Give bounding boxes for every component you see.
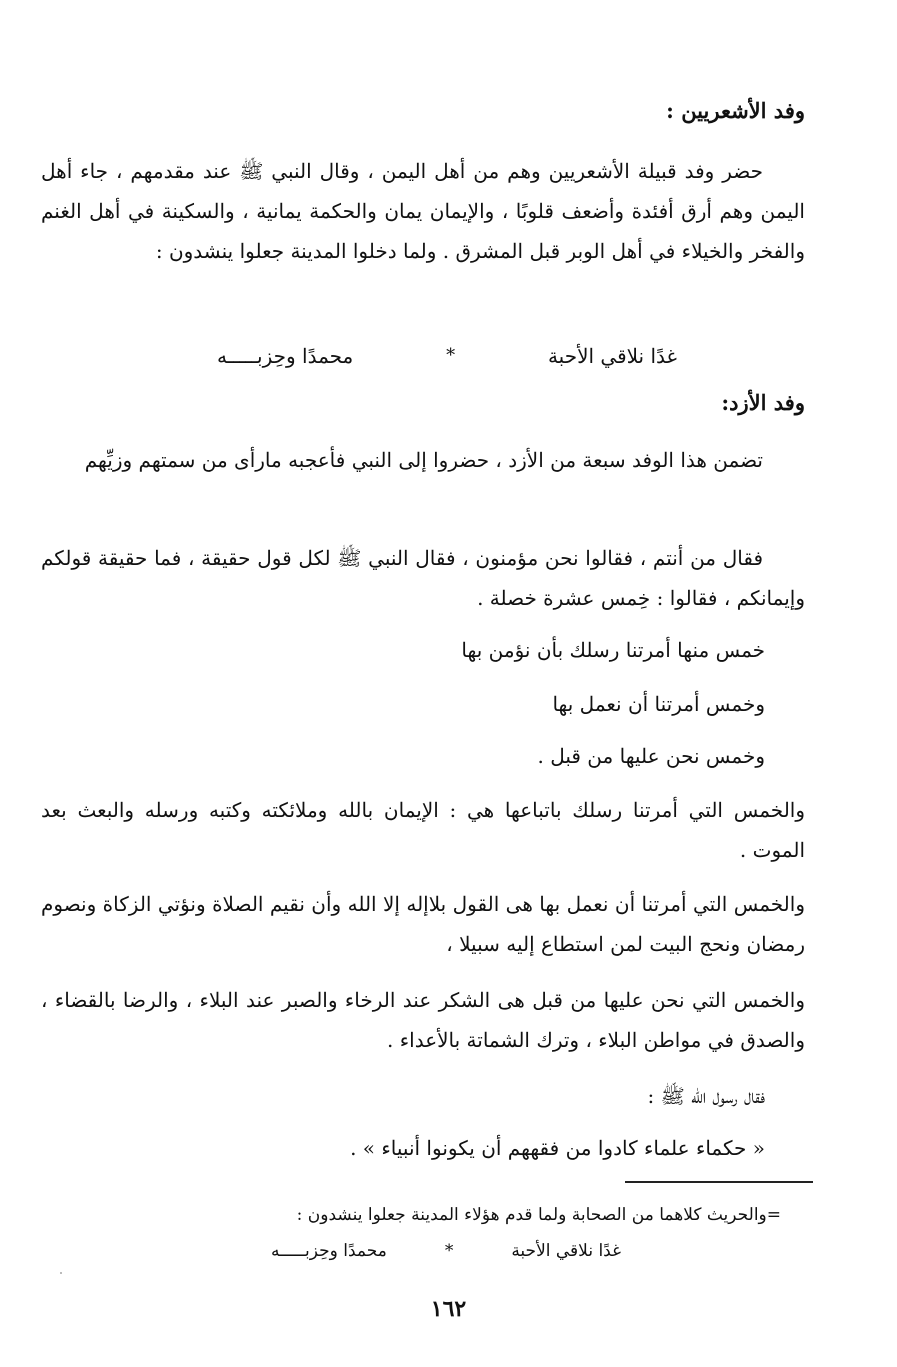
paragraph-five-belief: والخمس التي أمرتنا رسلك باتباعها هي : الإيمان بالله وملائكته وكتبه ورسله والبعث بعد الموت . <box>41 798 806 862</box>
verse-second-hemistich: محمدًا وحِزبـــــه <box>217 344 354 368</box>
footnote-divider <box>625 1181 813 1183</box>
verse-first-hemistich: غدًا نلاقي الأحبة <box>547 344 677 368</box>
section-heading-azd: وفد الأزد: <box>721 390 805 415</box>
footnote-verse-star: * <box>444 1241 454 1261</box>
paragraph-azd-intro: تضمن هذا الوفد سبعة من الأزد ، حضروا إلى النبي فأعجبه مارأى من سمتهم وزيِّهم <box>84 448 763 472</box>
section-heading-ashariyyin: وفد الأشعريين : <box>666 98 805 123</box>
verse-line <box>217 336 677 376</box>
footnote-text: =والحريث كلاهما من الصحابة ولما قدم هؤلاء المدينة جعلوا ينشدون : <box>296 1205 781 1225</box>
footnote-verse-second: محمدًا وحِزبـــــه <box>271 1241 387 1261</box>
footnote-verse-first: غدًا نلاقي الأحبة <box>511 1241 621 1261</box>
prophetic-quote: « حكماء علماء كادوا من فقههم أن يكونوا أنبياء » . <box>350 1136 765 1160</box>
paragraph-ashariyyin: حضر وفد قبيلة الأشعريين وهم من أهل اليمن ، وقال النبي ﷺ عند مقدمهم ، جاء أهل اليمن وهم أرق أفئدة وأضعف قلوبًا ، والإيمان يمان والحكمة يمانية ، والسكينة في أهل الغنم والفخر والخيلاء في أهل الوبر قبل المشرق . ولما دخلوا المدينة جعلوا ينشدون : <box>41 159 805 263</box>
page-number: ١٦٢ <box>430 1296 467 1322</box>
list-item-3: وخمس نحن عليها من قبل . <box>537 744 765 768</box>
list-item-2: وخمس أمرتنا أن نعمل بها <box>552 692 765 716</box>
list-item-1: خمس منها أمرتنا رسلك بأن نؤمن بها <box>461 638 765 662</box>
paragraph-azd-dialogue: فقال من أنتم ، فقالوا نحن مؤمنون ، فقال النبي ﷺ لكل قول حقيقة ، فما حقيقة قولكم وإيمانكم ، فقالوا : خِمس عشرة خصلة . <box>41 546 805 610</box>
paragraph-five-virtues: والخمس التي نحن عليها من قبل هى الشكر عند الرخاء والصبر عند البلاء ، والرضا بالقضاء ، والصدق في مواطن البلاء ، وترك الشماتة بالأعداء . <box>41 988 805 1052</box>
verse-separator-star: * <box>446 345 456 366</box>
scan-speck <box>60 1272 62 1274</box>
paragraph-five-deeds: والخمس التي أمرتنا أن نعمل بها هى القول بلاإله إلا الله وأن نقيم الصلاة ونؤتي الزكاة ونصوم رمضان ونحج البيت لمن استطاع إليه سبيلا ، <box>41 892 805 956</box>
footnote-verse-line <box>271 1234 621 1268</box>
quote-intro: فقال رسول الله ﷺ : <box>647 1084 765 1108</box>
